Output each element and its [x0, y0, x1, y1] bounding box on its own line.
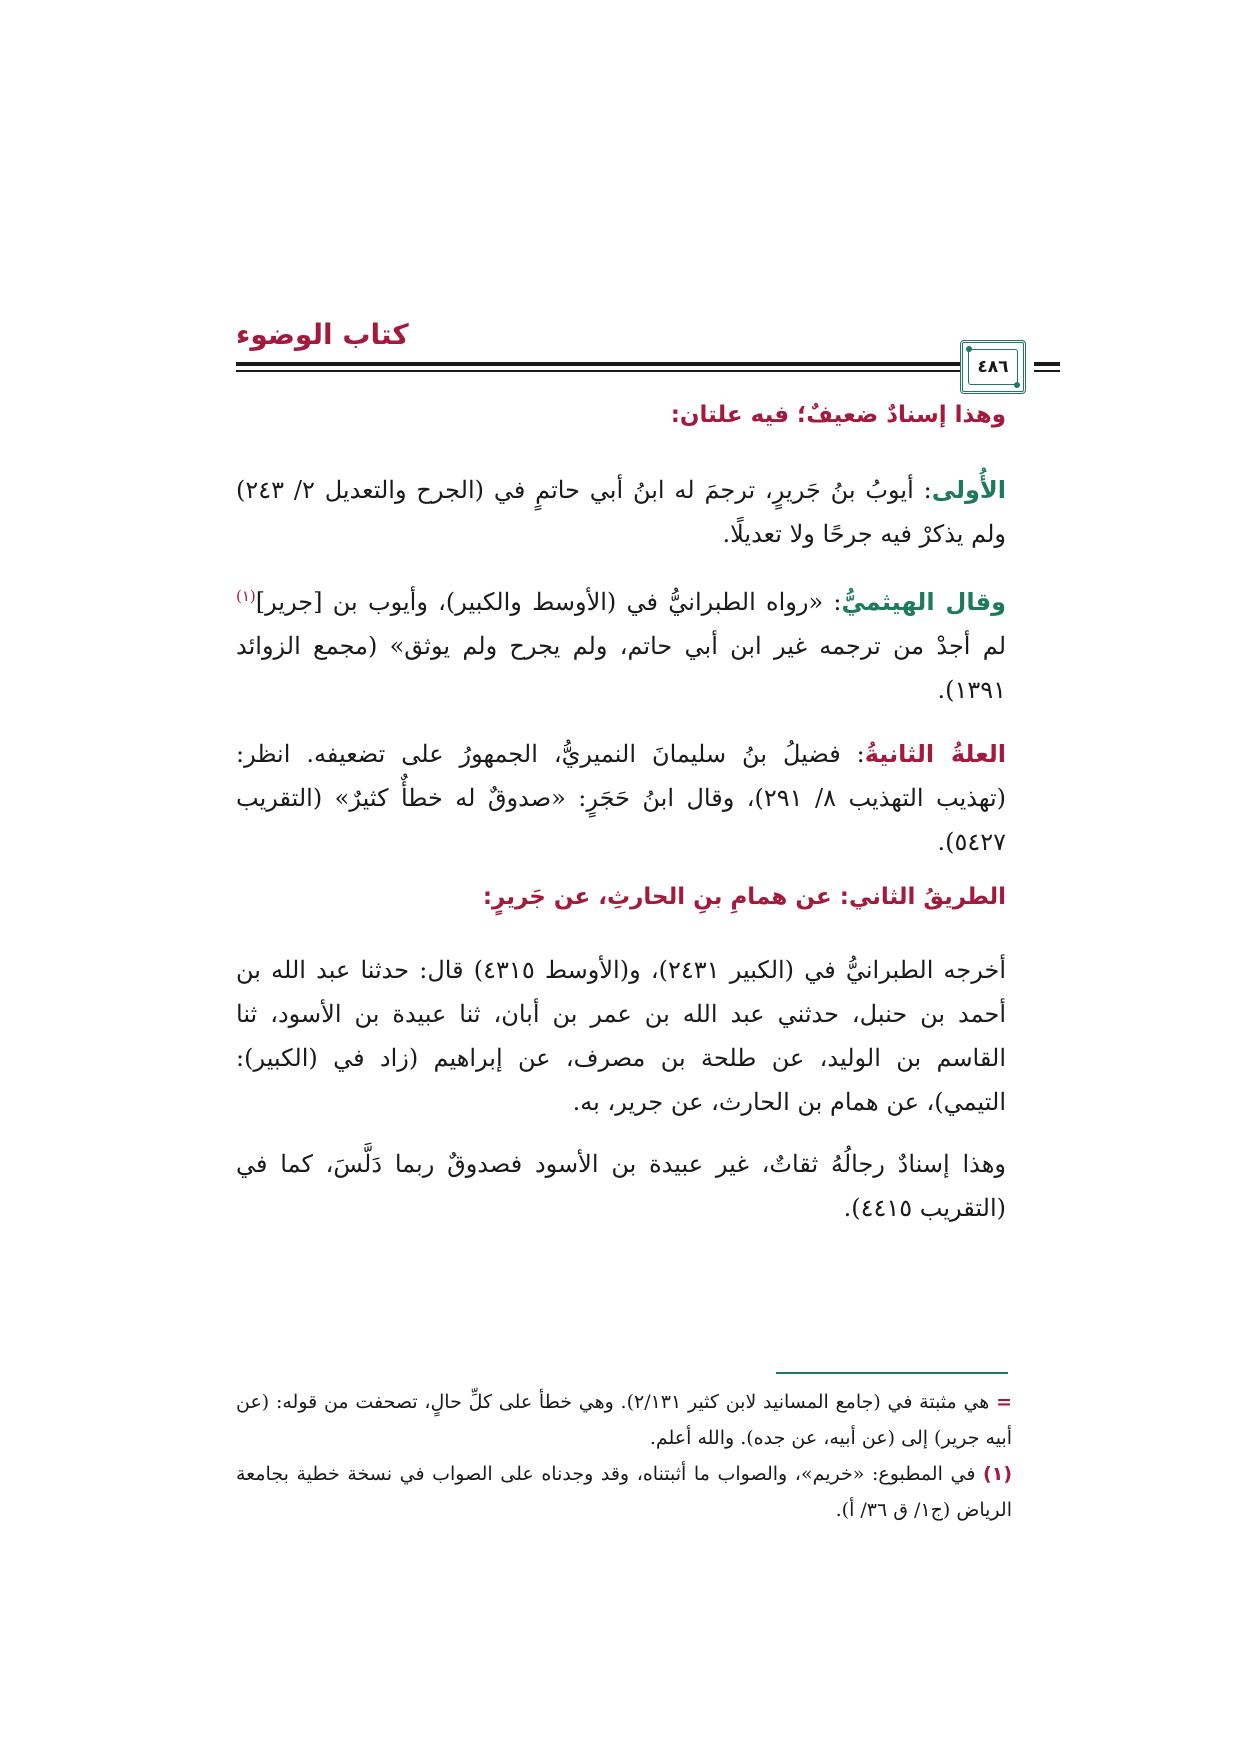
footnote-continued [236, 1384, 1012, 1456]
second-defect-text: : فضيلُ بنُ سليمانَ النميريُّ، الجمهورُ على تضعيفه. انظر: (تهذيب التهذيب ٨/ ٢٩١)، وقال ابنُ حَجَرٍ: «صدوقٌ له خطأٌ كثيرٌ» (التقريب ٥٤٢٧). [236, 740, 1006, 856]
footnote-1 [236, 1456, 1012, 1528]
header-rule-right [1034, 362, 1060, 366]
footnote-separator [776, 1372, 1008, 1374]
paragraph-second-defect [236, 732, 1006, 864]
footnote-continued-text: هي مثبتة في (جامع المسانيد لابن كثير ٢/١٣١). وهي خطأ على كلِّ حالٍ، تصحفت من قوله: (عن أبيه جرير) إلى (عن أبيه، عن جده). والله أعلم. [236, 1391, 1012, 1449]
header-rule-thin [236, 370, 1012, 372]
footnote-1-text: في المطبوع: «خريم»، والصواب ما أثبتناه، وقد وجدناه على الصواب في نسخة خطية بجامعة الرياض (ج١/ ق ٣٦/ أ). [236, 1463, 1012, 1521]
page-number: ٤٨٦ [968, 349, 1018, 385]
paragraph-haythami [236, 580, 1006, 712]
haythami-text-a: : «رواه الطبرانيُّ في (الأوسط والكبير)، وأيوب بن [جرير] [255, 588, 842, 616]
second-defect-label: العلةُ الثانيةُ [864, 740, 1006, 768]
haythami-text-b: لم أجدْ من ترجمه غير ابن أبي حاتم، ولم يجرح ولم يوثق» (مجمع الزوائد ١٣٩١). [236, 632, 1007, 704]
intro-heading: وهذا إسنادٌ ضعيفٌ؛ فيه علتان: [670, 402, 1006, 428]
second-route-text: : عن همامِ بنِ الحارثِ، عن جَريرٍ: [482, 884, 849, 910]
running-header-title: كتاب الوضوء [236, 318, 409, 351]
first-defect-label: الأُولى [931, 476, 1006, 504]
page-number-badge [960, 340, 1026, 394]
header-rule [236, 362, 1012, 366]
paragraph-takhrij: أخرجه الطبرانيُّ في (الكبير ٢٤٣١)، و(الأوسط ٤٣١٥) قال: حدثنا عبد الله بن أحمد بن حنبل، حدثني عبد الله بن عمر بن أبان، ثنا عبيدة بن الأسود، ثنا القاسم بن الوليد، عن طلحة بن مصرف، عن إبراهيم (زاد في (الكبير): التيمي)، عن همام بن الحارث، عن جرير، به. [236, 956, 1006, 1116]
paragraph-first-defect [236, 468, 1006, 556]
paragraph-isnad-verdict: وهذا إسنادٌ رجالُهُ ثقاتٌ، غير عبيدة بن الأسود فصدوقٌ ربما دَلَّسَ، كما في (التقريب ٤٤١٥). [236, 1150, 1006, 1222]
first-defect-text: : أيوبُ بنُ جَريرٍ، ترجمَ له ابنُ أبي حاتمٍ في (الجرح والتعديل ٢/ ٢٤٣) ولم يذكرْ فيه جرحًا ولا تعديلًا. [236, 476, 1006, 548]
second-route-label: الطريقُ الثاني [848, 884, 1006, 910]
footnote-ref-1[interactable]: (١) [236, 587, 256, 605]
second-route-heading [236, 884, 1006, 910]
footnote-1-marker: (١) [983, 1463, 1012, 1485]
footnote-continued-marker: = [996, 1391, 1012, 1413]
header-rule-right-thin [1034, 370, 1060, 372]
haythami-label: وقال الهيثميُّ [841, 588, 1007, 616]
